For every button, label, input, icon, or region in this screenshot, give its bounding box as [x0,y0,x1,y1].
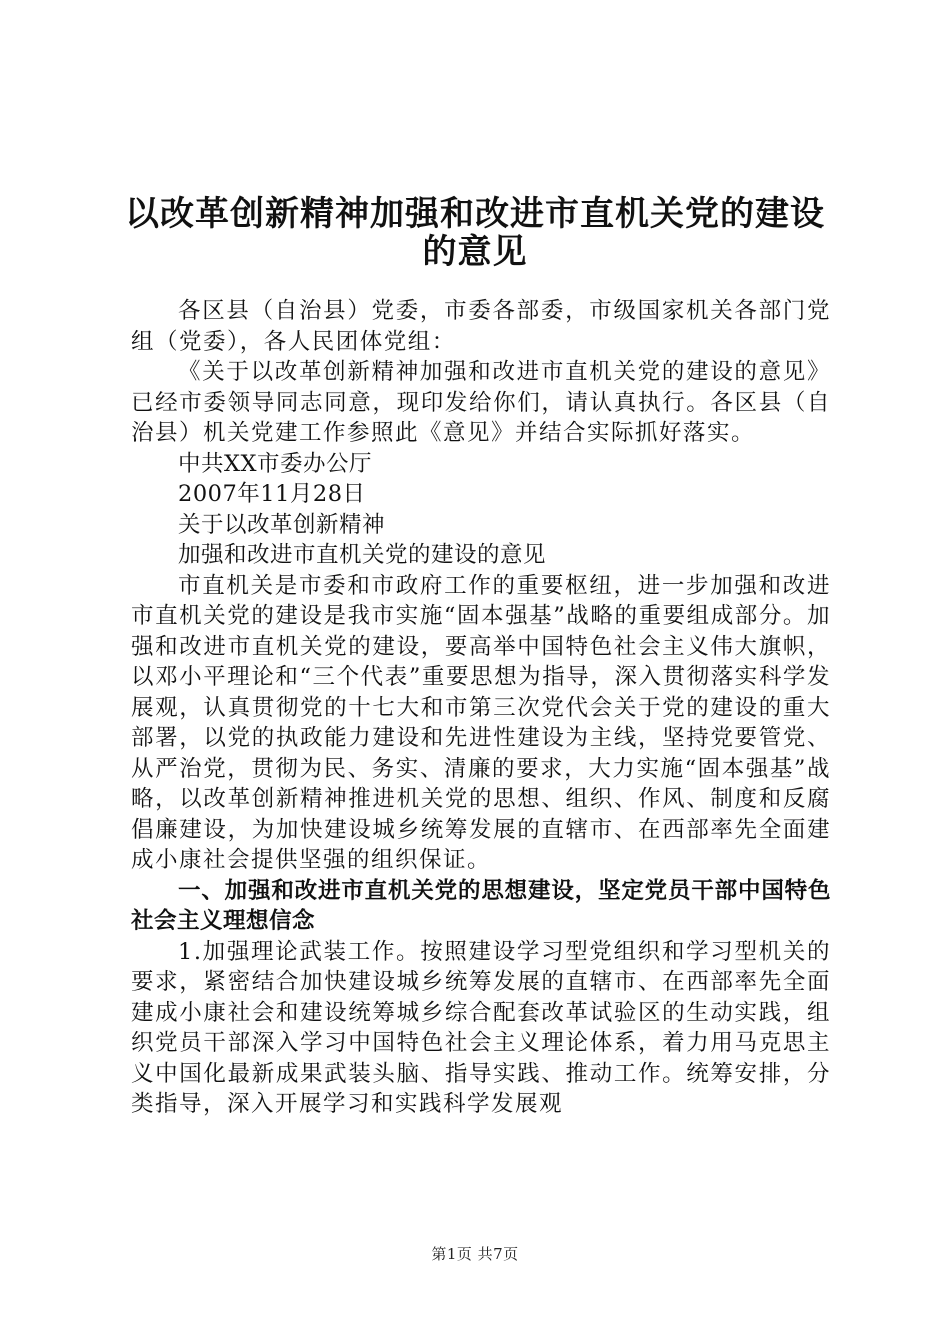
document-title-line-2: 的意见 [422,232,528,272]
page-indicator: 第1页 共7页 [431,1245,519,1263]
section-paragraph: 1.加强理论武装工作。按照建设学习型党组织和学习型机关的要求，紧密结合加快建设城乡统筹发展的直辖市、在西部率先全面建成小康社会和建设统筹城乡综合配套改革试验区的生动实践，组织党员干部深入学习中国特色社会主义理论体系，着力用马克思主义中国化最新成果武装头脑、指导实践、推动工作。统筹安排，分类指导，深入开展学习和实践科学发展观 [131,938,831,1117]
signature-office: 中共XX市委办公厅 [178,450,373,477]
subtitle-line-1: 关于以改革创新精神 [178,511,386,538]
subtitle-line-2: 加强和改进市直机关党的建设的意见 [178,542,547,568]
notice-paragraph: 《关于以改革创新精神加强和改进市直机关党的建设的意见》已经市委领导同志同意，现印发给你们，请认真执行。各区县（自治县）机关党建工作参照此《意见》并结合实际抓好落实。 [131,359,831,446]
signature-date: 2007年11月28日 [178,481,366,507]
section-heading: 一、加强和改进市直机关党的思想建设，坚定党员干部中国特色社会主义理想信念 [131,877,831,934]
intro-paragraph: 市直机关是市委和市政府工作的重要枢纽，进一步加强和改进市直机关党的建设是我市实施“固本强基”战略的重要组成部分。加强和改进市直机关党的建设，要高举中国特色社会主义伟大旗帜，以邓小平理论和“三个代表”重要思想为指导，深入贯彻落实科学发展观，认真贯彻党的十七大和市第三次党代会关于党的建设的重大部署，以党的执政能力建设和先进性建设为主线，坚持党要管党、从严治党，贯彻为民、务实、清廉的要求，大力实施“固本强基”战略，以改革创新精神推进机关党的思想、组织、作风、制度和反腐倡廉建设，为加快建设城乡统筹发展的直辖市、在西部率先全面建成小康社会提供坚强的组织保证。 [131,572,831,873]
salutation-paragraph: 各区县（自治县）党委，市委各部委，市级国家机关各部门党组（党委），各人民团体党组： [131,298,831,355]
document-title-line-1: 以改革创新精神加强和改进市直机关党的建设 [125,194,825,234]
document-body [131,296,831,1120]
